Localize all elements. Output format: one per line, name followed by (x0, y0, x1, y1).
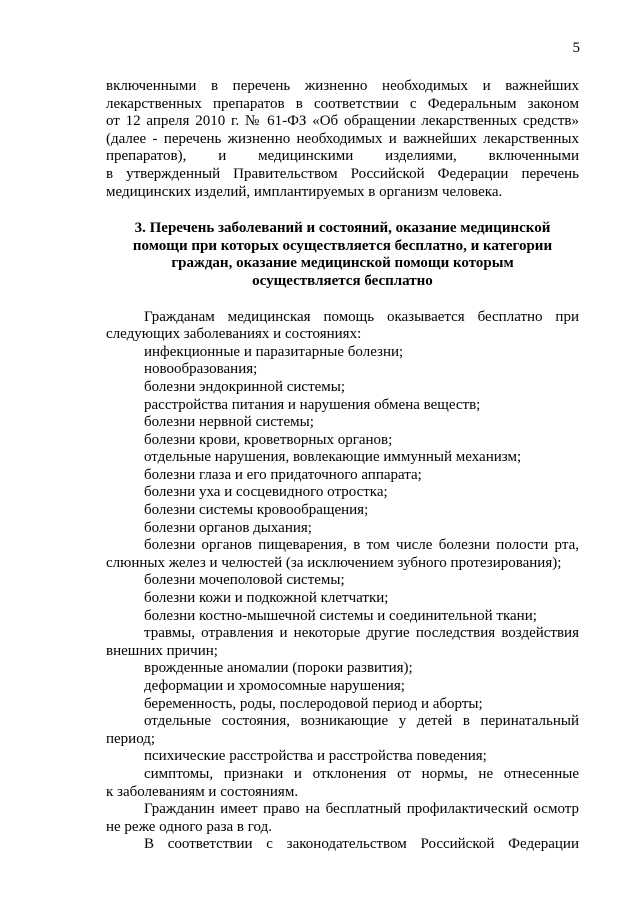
list-item: расстройства питания и нарушения обмена веществ; (144, 396, 481, 413)
list-item: болезни мочеполовой системы; (144, 572, 345, 589)
list-item: болезни глаза и его придаточного аппарата; (144, 466, 422, 483)
intro-paragraph (106, 78, 579, 201)
text-line: (далее - перечень жизненно необходимых и важнейших лекарственных (106, 130, 579, 147)
section-heading (106, 220, 579, 290)
list-item: беременность, роды, послеродовой период и аборты; (144, 695, 483, 712)
text-line: Гражданин имеет право на бесплатный профилактический осмотр (144, 801, 579, 818)
list-item: отдельные нарушения, вовлекающие иммунный механизм; (144, 449, 522, 466)
list-item: врожденные аномалии (пороки развития); (144, 660, 413, 677)
list-item: болезни органов пищеварения, в том числе болезни полости рта, (144, 537, 579, 554)
text-line: препаратов), и медицинскими изделиями, включенными (106, 148, 579, 165)
list-item: симптомы, признаки и отклонения от нормы, не отнесенные (144, 765, 579, 782)
text-line: Гражданам медицинская помощь оказывается бесплатно при (144, 308, 579, 325)
list-item: новообразования; (144, 361, 258, 378)
document-body (106, 78, 579, 854)
list-item-continuation: к заболеваниям и состояниям. (106, 783, 299, 800)
list-item: психические расстройства и расстройства поведения; (144, 748, 487, 765)
text-line: включенными в перечень жизненно необходимых и важнейших (106, 78, 579, 94)
list-item: болезни органов дыхания; (144, 519, 312, 536)
list-item: отдельные состояния, возникающие у детей в перинатальный (144, 713, 579, 730)
law-paragraph: В соответствии с законодательством Российской Федерации (144, 836, 579, 853)
heading-line: 3. Перечень заболеваний и состояний, оказание медицинской (134, 220, 551, 237)
heading-line: граждан, оказание медицинской помощи которым (171, 255, 514, 272)
text-line: не реже одного раза в год. (106, 818, 272, 835)
list-item: болезни уха и сосцевидного отростка; (144, 484, 388, 501)
list-item-continuation: слюнных желез и челюстей (за исключением зубного протезирования); (106, 554, 562, 571)
list-item: болезни кожи и подкожной клетчатки; (144, 590, 389, 607)
prevention-paragraph (106, 801, 579, 836)
page-number: 5 (572, 40, 580, 56)
heading-line: осуществляется бесплатно (252, 272, 433, 289)
list-item-continuation: внешних причин; (106, 642, 218, 659)
text-line: лекарственных препаратов в соответствии с Федеральным законом (106, 95, 579, 112)
list-item: болезни нервной системы; (144, 414, 314, 431)
lead-paragraph (106, 309, 579, 344)
text-line: следующих заболеваниях и состояниях: (106, 326, 362, 343)
conditions-list (106, 344, 579, 801)
list-item: болезни эндокринной системы; (144, 378, 346, 395)
list-item: болезни крови, кроветворных органов; (144, 431, 393, 448)
heading-line: помощи при которых осуществляется бесплатно, и категории (132, 237, 553, 254)
list-item: травмы, отравления и некоторые другие последствия воздействия (144, 625, 579, 642)
list-item: болезни системы кровообращения; (144, 502, 369, 519)
text-line: медицинских изделий, имплантируемых в организм человека. (106, 183, 503, 200)
list-item: инфекционные и паразитарные болезни; (144, 343, 404, 360)
text-line: в утвержденный Правительством Российской Федерации перечень (106, 165, 579, 182)
list-item: болезни костно-мышечной системы и соединительной ткани; (144, 607, 537, 624)
list-item: деформации и хромосомные нарушения; (144, 678, 405, 694)
text-line: от 12 апреля 2010 г. № 61-ФЗ «Об обращении лекарственных средств» (106, 113, 579, 130)
list-item-continuation: период; (106, 730, 156, 747)
